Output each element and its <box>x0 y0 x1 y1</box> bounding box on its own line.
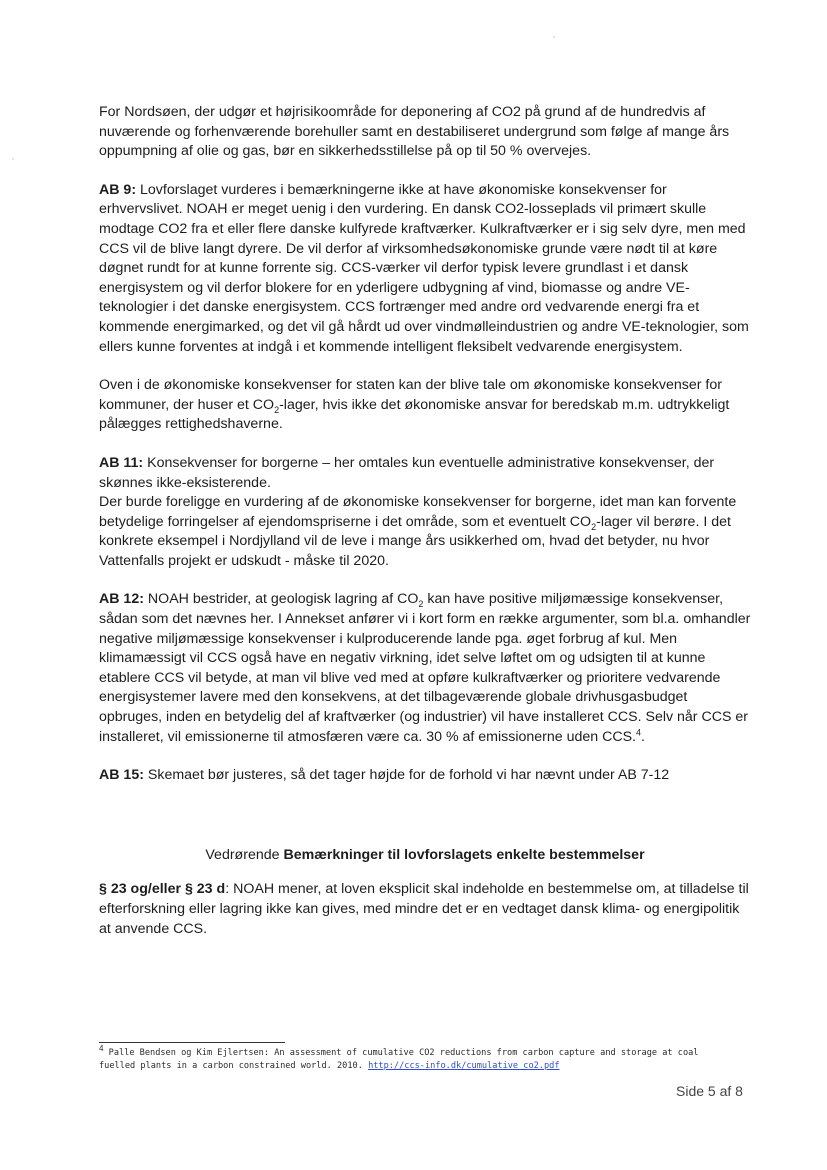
paragraph-nordsoen: For Nordsøen, der udgør et højrisikoområde for deponering af CO2 på grund af de hundredvis af nuværende og forhenværende borehuller samt en destabiliseret undergrund som følge af mange års oppumpning af olie og gas, bør en sikkerhedsstillelse på op til 50 % overvejes. <box>99 104 730 160</box>
section-heading-bold: Bemærkninger til lovforslagets enkelte bestemmelser <box>283 846 645 863</box>
paragraph-ab11 <box>99 454 751 493</box>
ab9-label: AB 9: <box>99 181 137 198</box>
ab11-text2-after: -lager vil berøre. I det konkrete eksempel i Nordjylland vil de leve i mange års usikkerhed om, hvad det betyder, nu hvor Vattenfalls projekt er udskudt - måske til 2020. <box>99 513 731 569</box>
paragraph-23 <box>99 880 751 939</box>
p2-text-before: Oven i de økonomiske konsekvenser for staten kan der blive tale om økonomiske konsekvenser for kommuner, der huser et CO <box>99 377 722 413</box>
ab9-text: Lovforslaget vurderes i bemærkningerne ikke at have økonomiske konsekvenser for erhvervslivet. NOAH er meget uenig i den vurdering. En dansk CO2-losseplads vil primært skulle modtage CO2 fra et eller flere danske kulfyrede kraftværker. Kulkraftværker er i sig selv dyre, men med CCS vil de blive langt dyrere. De vil derfor af virksomhedsøkonomiske grunde være nødt til at køre døgnet rundt for at kunne forrente sig. CCS-værker vil derfor typisk levere grundlast i et dansk energisystem og vil derfor blokere for en yderligere udbygning af vind, biomasse og andre VE-teknologier i det danske energisystem. CCS fortrænger med andre ord vedvarende energi fra et kommende energimarked, og det vil gå hårdt ud over vindmølleindustrien og andre VE-teknologier, som ellers kunne forventes at indgå i et kommende intelligent fleksibelt vedvarende energisystem. <box>99 181 749 355</box>
section-heading <box>99 846 751 866</box>
paragraph-ab9 <box>99 181 751 357</box>
scan-speck <box>553 36 555 38</box>
paragraph-ab11-continued <box>99 493 751 571</box>
paragraph-23-text: NOAH mener, at loven eksplicit skal indeholde en bestemmelse om, at tilladelse til efterforskning eller lagring ikke kan gives, med mindre det er en vedtaget dansk klima- og energipolitik at anvende CCS. <box>99 881 749 937</box>
paragraph-23-colon: : <box>225 881 230 898</box>
footnote-link[interactable]: http://ccs-info.dk/cumulative_co2.pdf <box>368 1060 560 1071</box>
ab11-text2-before: Der burde foreligge en vurdering af de økonomiske konsekvenser for borgerne, idet man kan forvente betydelige forringelser af ejendomspriserne i det område, som et eventuelt CO <box>99 494 737 530</box>
ab11-subscript: 2 <box>591 521 597 532</box>
ab11-label: AB 11: <box>99 454 144 471</box>
footnote-divider <box>99 1042 285 1043</box>
footnote-reference[interactable]: 4 <box>636 726 642 737</box>
paragraph-23-label: § 23 og/eller § 23 d <box>99 881 226 898</box>
page-number: Side 5 af 8 <box>676 1083 743 1099</box>
paragraph-ab12 <box>99 590 751 747</box>
paragraph-ab15 <box>99 766 751 786</box>
ab15-label: AB 15: <box>99 767 144 784</box>
p2-subscript: 2 <box>274 404 280 415</box>
footnote <box>99 1044 739 1072</box>
section-heading-prefix: Vedrørende <box>205 846 284 863</box>
scan-speck <box>12 158 14 160</box>
ab12-text-before: NOAH bestrider, at geologisk lagring af CO <box>147 591 419 608</box>
ab12-text-after: kan have positive miljømæssige konsekvenser, sådan som det nævnes her. I Annekset anfører vi i kort form en række argumenter, som bl.a. omhandler negative miljømæssige konsekvenser i kulproducerende lande pga. øget forbrug af kul. Men klimamæssigt vil CCS også have en negativ virkning, idet selve løftet om og udsigten til at kunne etablere CCS vil betyde, at man vil blive ved med at opføre kulkraftværker og prioritere vedvarende energisystemer lavere med den konsekvens, at det tilbageværende globale drivhusgasbudget opbruges, inden en betydelig del af kraftværker (og industrier) vil have installeret CCS. Selv når CCS er installeret, vil emissionerne til atmosfæren være ca. 30 % af emissionerne uden CCS. <box>99 591 751 745</box>
ab12-label: AB 12: <box>99 591 144 608</box>
ab12-subscript: 2 <box>418 599 424 610</box>
paragraph-economic-consequences <box>99 376 751 435</box>
ab15-text: Skemaet bør justeres, så det tager højde for de forhold vi har nævnt under AB 7-12 <box>147 767 670 784</box>
p2-text-after: -lager, hvis ikke det økonomiske ansvar for beredskab m.m. udtrykkeligt pålægges rettighedshaverne. <box>99 396 730 433</box>
main-content <box>99 103 751 939</box>
ab12-end: . <box>641 728 645 745</box>
footnote-text: Palle Bendsen og Kim Ejlertsen: An assessment of cumulative CO2 reductions from carbon capture and storage at coal fuelled plants in a carbon constrained world. 2010. <box>99 1048 699 1071</box>
ab11-text: Konsekvenser for borgerne – her omtales kun eventuelle administrative konsekvenser, der skønnes ikke-eksisterende. <box>99 454 715 491</box>
footnote-number: 4 <box>99 1044 104 1054</box>
